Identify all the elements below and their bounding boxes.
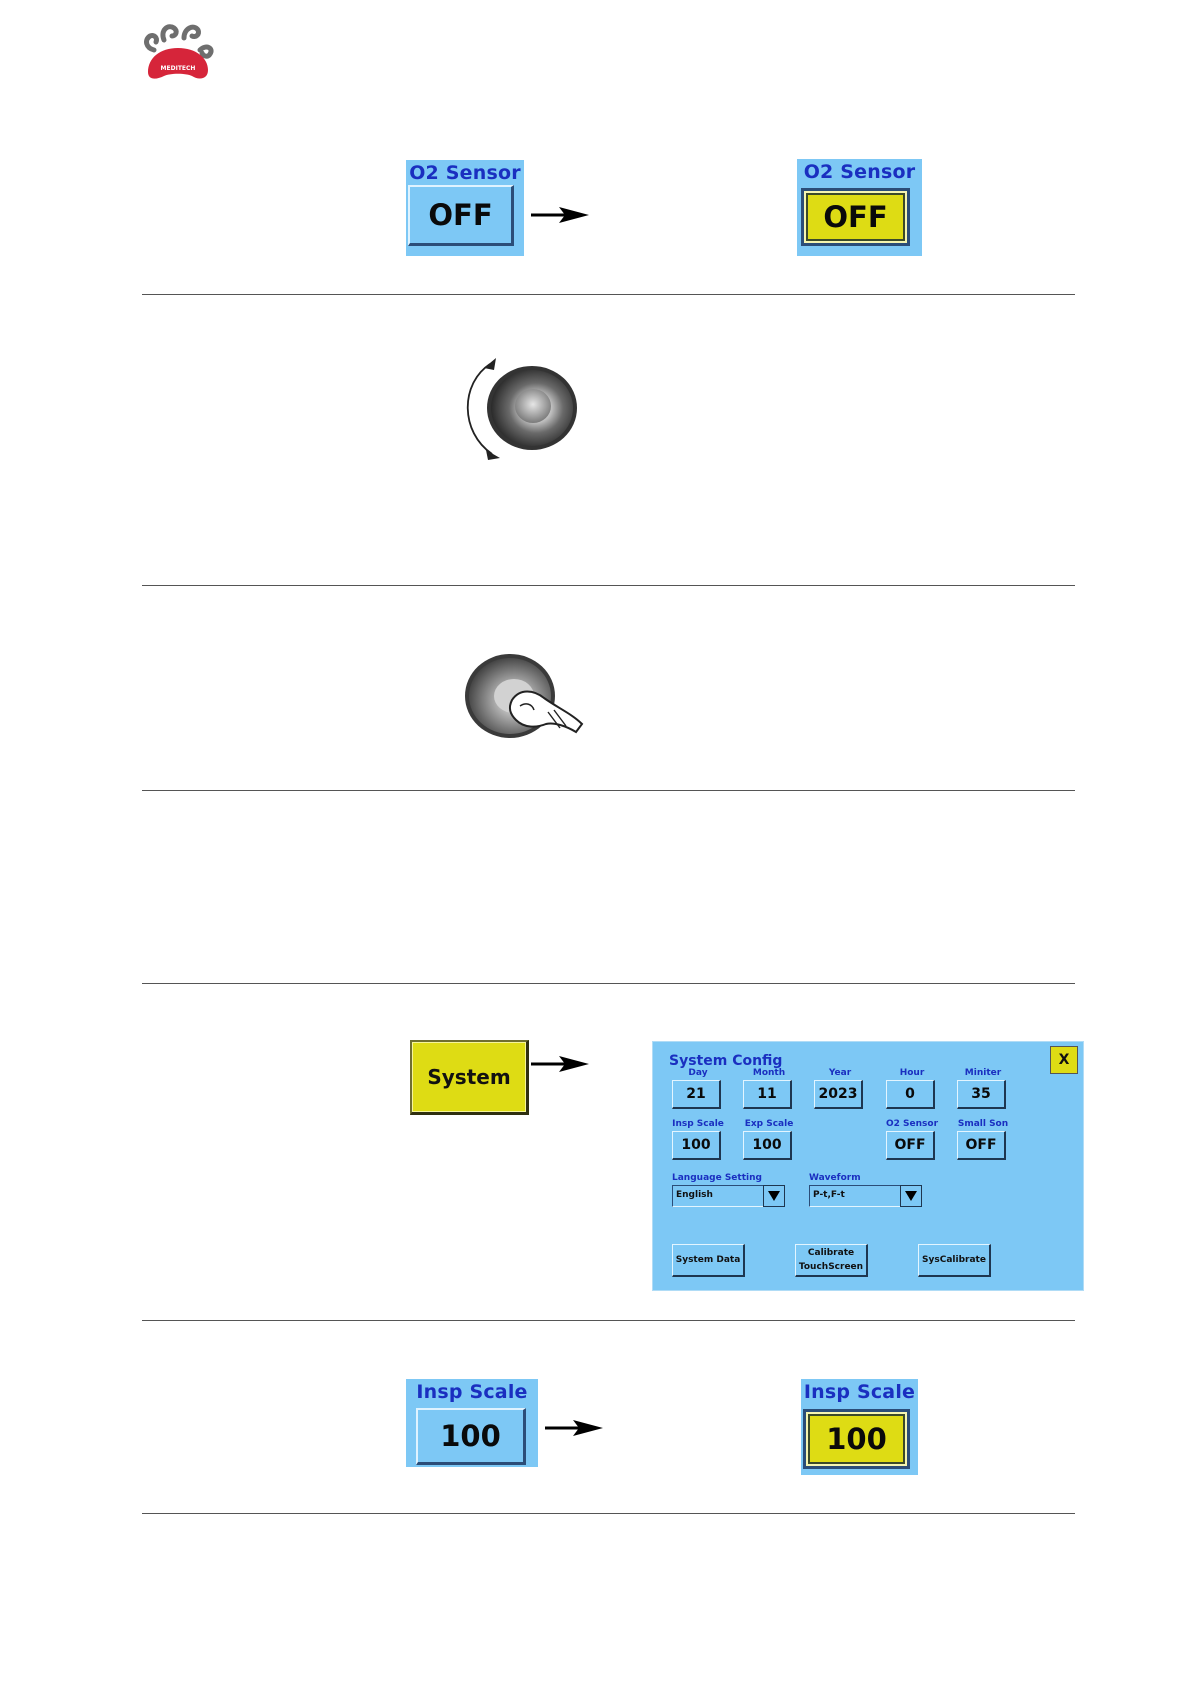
syscalibrate-button[interactable] (918, 1244, 991, 1277)
close-button[interactable]: X (1050, 1046, 1078, 1074)
waveform-label: Waveform (809, 1173, 861, 1183)
waveform-value: P-t,F-t (813, 1190, 845, 1200)
calibrate-touchscreen-button[interactable] (795, 1244, 868, 1277)
divider (142, 983, 1075, 984)
calibrate-label-line1: Calibrate (807, 1248, 855, 1258)
month-label: Month (752, 1068, 786, 1078)
o2-sensor-panel-after (797, 159, 922, 256)
chevron-down-icon[interactable] (763, 1185, 785, 1207)
arrow-icon (543, 1418, 605, 1438)
o2-sensor-label: O2 Sensor (885, 1119, 939, 1129)
o2-sensor-field[interactable]: OFF (886, 1131, 935, 1160)
rotate-knob-icon (462, 354, 590, 460)
system-config-dialog (652, 1041, 1084, 1291)
insp-scale-field[interactable]: 100 (672, 1131, 721, 1160)
o2-sensor-button[interactable]: OFF (408, 185, 514, 246)
insp-scale-button-active[interactable]: 100 (803, 1409, 910, 1469)
small-son-label: Small Son (957, 1119, 1009, 1129)
day-field[interactable]: 21 (672, 1080, 721, 1109)
insp-scale-label: Insp Scale (672, 1119, 724, 1129)
small-son-field[interactable]: OFF (957, 1131, 1006, 1160)
year-field[interactable]: 2023 (814, 1080, 863, 1109)
insp-scale-title: Insp Scale (416, 1381, 528, 1403)
chevron-down-icon[interactable] (900, 1185, 922, 1207)
arrow-icon (529, 205, 591, 225)
meditech-logo (140, 22, 216, 84)
o2-sensor-title-active: O2 Sensor (803, 161, 916, 183)
system-data-label: System Data (675, 1255, 741, 1265)
o2-sensor-button-active[interactable]: OFF (801, 188, 910, 246)
hour-label: Hour (899, 1068, 925, 1078)
o2-sensor-panel-before (406, 160, 524, 256)
dialog-title: System Config (669, 1053, 783, 1069)
divider (142, 790, 1075, 791)
hour-field[interactable]: 0 (886, 1080, 935, 1109)
insp-scale-panel-before (406, 1379, 538, 1467)
month-field[interactable]: 11 (743, 1080, 792, 1109)
language-value: English (676, 1190, 713, 1200)
syscalibrate-label: SysCalibrate (922, 1255, 986, 1265)
calibrate-label-line2: TouchScreen (798, 1262, 864, 1272)
system-data-button[interactable] (672, 1244, 745, 1277)
year-label: Year (828, 1068, 852, 1078)
o2-sensor-title: O2 Sensor (409, 162, 521, 184)
logo-graphic (140, 22, 216, 84)
divider (142, 1320, 1075, 1321)
divider (142, 294, 1075, 295)
minute-field[interactable]: 35 (957, 1080, 1006, 1109)
exp-scale-label: Exp Scale (744, 1119, 794, 1129)
minute-label: Miniter (964, 1068, 1002, 1078)
language-label: Language Setting (672, 1173, 762, 1183)
divider (142, 585, 1075, 586)
divider (142, 1513, 1075, 1514)
insp-scale-button[interactable]: 100 (416, 1408, 526, 1465)
press-knob-icon (462, 650, 590, 746)
day-label: Day (688, 1068, 708, 1078)
insp-scale-panel-after (801, 1379, 918, 1475)
logo-text: MEDITECH (160, 65, 196, 72)
system-button[interactable]: System (410, 1040, 529, 1115)
waveform-select[interactable] (809, 1185, 920, 1207)
arrow-icon (529, 1054, 591, 1074)
exp-scale-field[interactable]: 100 (743, 1131, 792, 1160)
insp-scale-title-active: Insp Scale (803, 1381, 916, 1403)
language-select[interactable] (672, 1185, 783, 1207)
